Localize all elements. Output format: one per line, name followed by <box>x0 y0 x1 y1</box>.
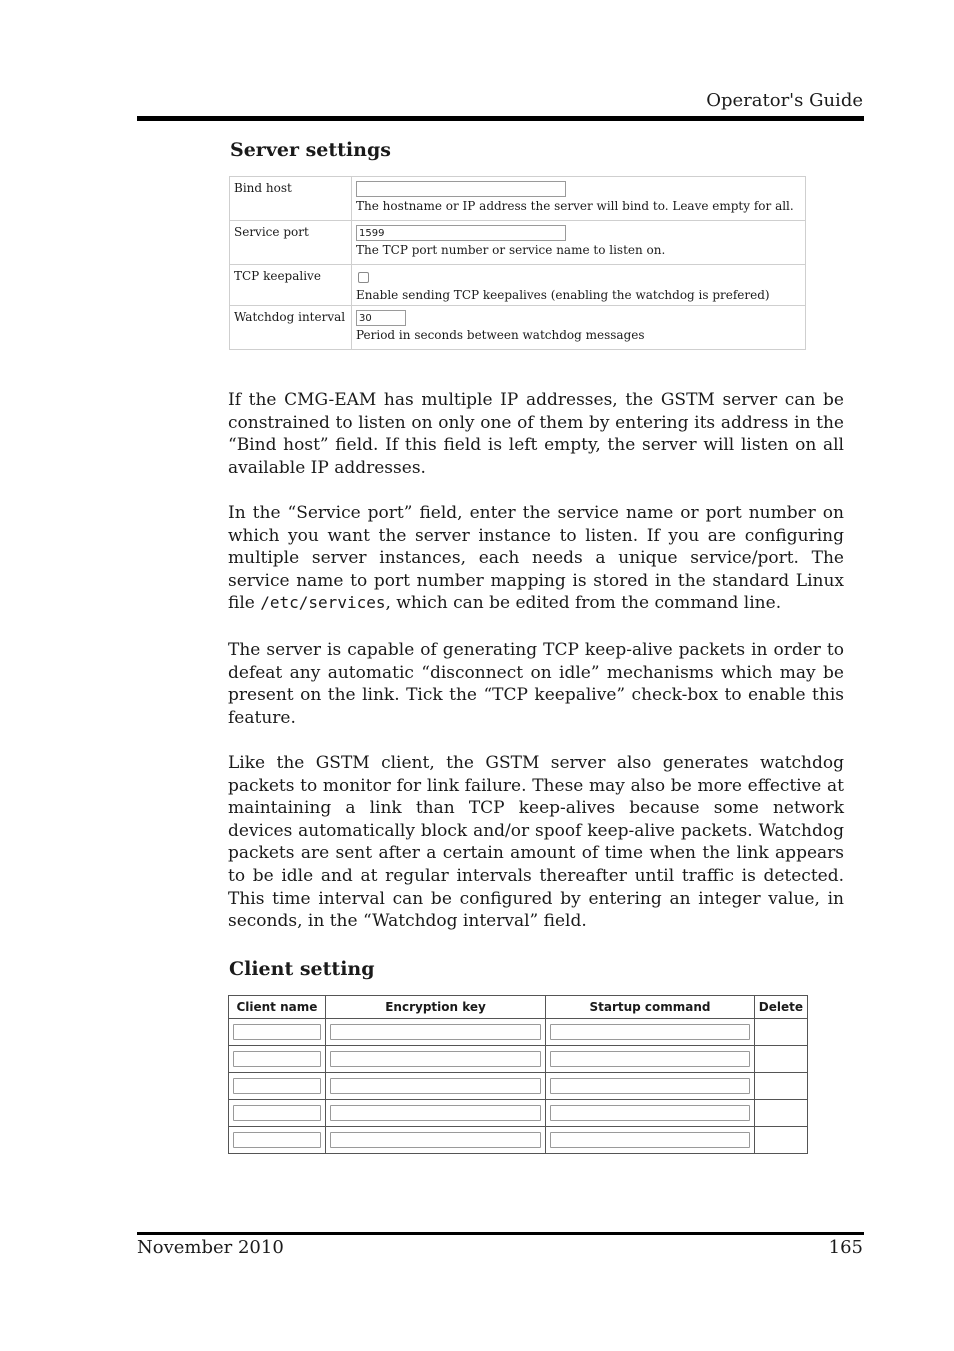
client-row <box>229 1127 808 1154</box>
server-settings-heading: Server settings <box>230 139 391 161</box>
client-row <box>229 1100 808 1127</box>
column-delete: Delete <box>754 996 807 1019</box>
client-name-input[interactable] <box>233 1105 321 1121</box>
etc-services-path: /etc/services <box>260 593 386 613</box>
paragraph-service-port <box>228 502 844 615</box>
encryption-key-input[interactable] <box>330 1105 541 1121</box>
client-row <box>229 1073 808 1100</box>
encryption-key-input[interactable] <box>330 1078 541 1094</box>
encryption-key-input[interactable] <box>330 1132 541 1148</box>
delete-cell[interactable] <box>754 1100 807 1127</box>
service-port-cell <box>352 221 806 265</box>
delete-cell[interactable] <box>754 1127 807 1154</box>
paragraph-service-port-text: In the “Service port” field, enter the service name or port number on which you want the server instance to listen. If you are configuring multiple server instances, each needs a unique service/port. The service name to port number mapping is stored in the standard Linux file <box>228 503 844 614</box>
watchdog-interval-cell <box>352 306 806 350</box>
delete-cell[interactable] <box>754 1046 807 1073</box>
column-encryption-key: Encryption key <box>325 996 545 1019</box>
running-header: Operator's Guide <box>706 90 863 111</box>
tcp-keepalive-row <box>230 265 806 306</box>
footer-date: November 2010 <box>137 1237 284 1258</box>
client-table-header <box>229 996 808 1019</box>
service-port-help: The TCP port number or service name to listen on. <box>356 243 666 257</box>
client-row <box>229 1019 808 1046</box>
footer-rule <box>137 1232 864 1235</box>
service-port-row <box>230 221 806 265</box>
encryption-key-input[interactable] <box>330 1024 541 1040</box>
tcp-keepalive-checkbox[interactable] <box>358 272 369 283</box>
bind-host-input[interactable] <box>356 181 566 197</box>
startup-command-input[interactable] <box>550 1105 750 1121</box>
client-name-input[interactable] <box>233 1024 321 1040</box>
server-settings-table <box>229 176 806 350</box>
bind-host-cell <box>352 177 806 221</box>
tcp-keepalive-help: Enable sending TCP keepalives (enabling the watchdog is prefered) <box>356 288 770 302</box>
paragraph-bind-host: If the CMG-EAM has multiple IP addresses, the GSTM server can be constrained to listen on only one of them by entering its address in the “Bind host” field. If this field is left empty, the server will listen on all available IP addresses. <box>228 390 844 478</box>
bind-host-row <box>230 177 806 221</box>
startup-command-input[interactable] <box>550 1132 750 1148</box>
encryption-key-input[interactable] <box>330 1051 541 1067</box>
header-rule <box>137 116 864 121</box>
bind-host-help: The hostname or IP address the server will bind to. Leave empty for all. <box>356 199 794 213</box>
tcp-keepalive-cell <box>352 265 806 306</box>
client-name-input[interactable] <box>233 1132 321 1148</box>
bind-host-label: Bind host <box>230 177 352 221</box>
startup-command-input[interactable] <box>550 1024 750 1040</box>
tcp-keepalive-label: TCP keepalive <box>230 265 352 306</box>
client-setting-table <box>228 995 808 1154</box>
client-name-input[interactable] <box>233 1051 321 1067</box>
paragraph-service-port-tail: , which can be edited from the command line. <box>385 593 782 614</box>
column-startup-command: Startup command <box>546 996 755 1019</box>
startup-command-input[interactable] <box>550 1051 750 1067</box>
delete-cell[interactable] <box>754 1073 807 1100</box>
column-client-name: Client name <box>229 996 326 1019</box>
watchdog-interval-help: Period in seconds between watchdog messages <box>356 328 645 342</box>
page-number: 165 <box>828 1237 863 1258</box>
client-row <box>229 1046 808 1073</box>
watchdog-interval-row <box>230 306 806 350</box>
service-port-label: Service port <box>230 221 352 265</box>
paragraph-watchdog: Like the GSTM client, the GSTM server also generates watchdog packets to monitor for link failure. These may also be more effective at maintaining a link than TCP keep-alives because some network devices automatically block and/or spoof keep-alive packets. Watchdog packets are sent after a certain amount of time when the link appears to be idle and at regular intervals thereafter until traffic is detected. This time interval can be configured by entering an integer value, in seconds, in the “Watchdog interval” field. <box>228 753 844 932</box>
client-name-input[interactable] <box>233 1078 321 1094</box>
service-port-input[interactable]: 1599 <box>356 225 566 241</box>
startup-command-input[interactable] <box>550 1078 750 1094</box>
watchdog-interval-label: Watchdog interval <box>230 306 352 350</box>
client-setting-heading: Client setting <box>229 958 375 980</box>
delete-cell[interactable] <box>754 1019 807 1046</box>
watchdog-interval-input[interactable]: 30 <box>356 310 406 326</box>
paragraph-tcp-keepalive: The server is capable of generating TCP keep-alive packets in order to defeat any automatic “disconnect on idle” mechanisms which may be present on the link. Tick the “TCP keepalive” check-box to enable this feature. <box>228 640 844 728</box>
